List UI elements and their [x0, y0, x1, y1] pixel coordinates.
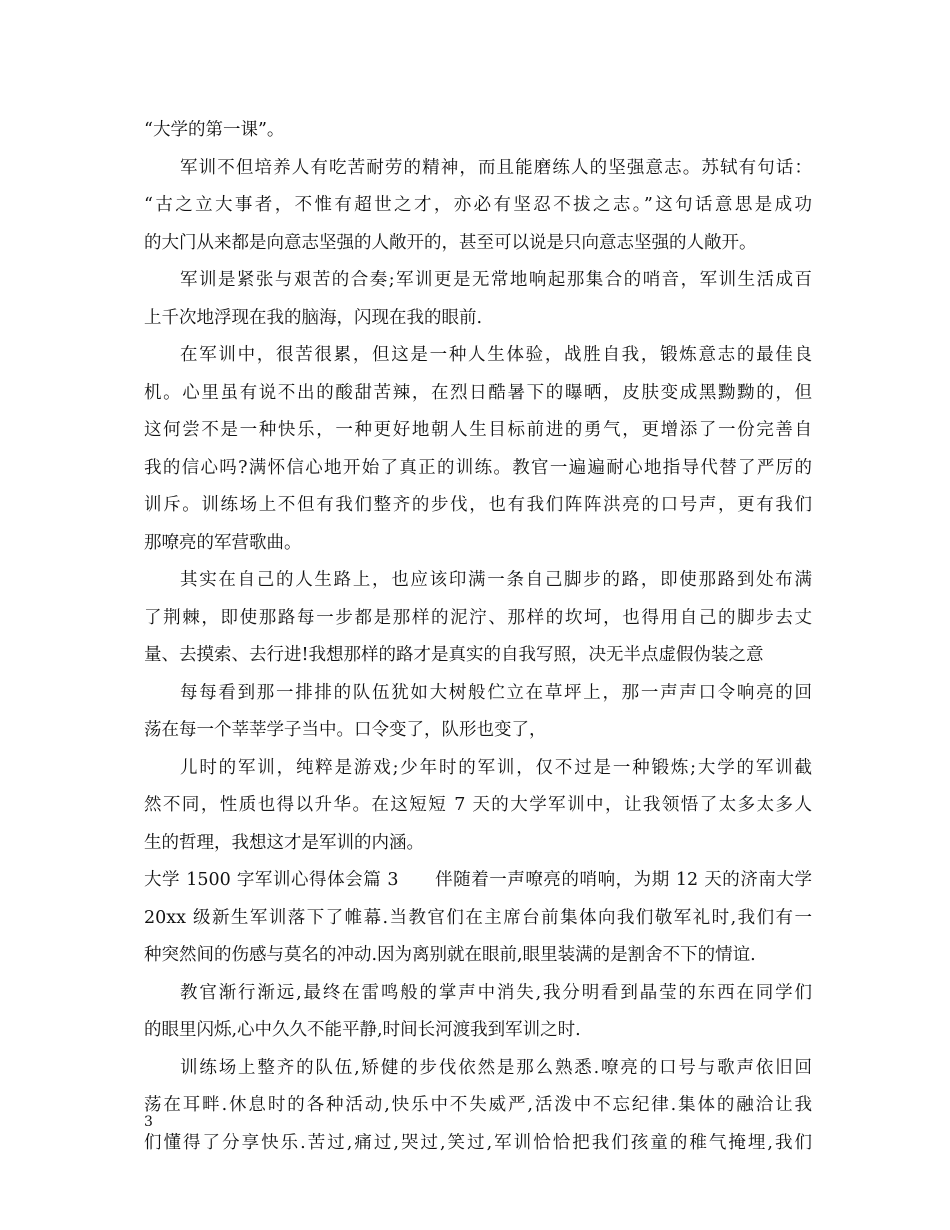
text-line: “大学的第一课”。	[144, 120, 285, 140]
text-line: 们懂得了分享快乐.苦过,痛过,哭过,笑过,军训恰恰把我们孩童的稚气掩埋,我们	[144, 1132, 812, 1153]
text-line: 这何尝不是一种快乐，一种更好地朝人生目标前进的勇气，更增添了一份完善自	[144, 420, 812, 440]
text-line: “古之立大事者，不惟有超世之才，亦必有坚忍不拔之志。”这句话意思是成功	[144, 195, 812, 215]
text-line: 了荆棘，即使那路每一步都是那样的泥泞、那样的坎坷，也得用自己的脚步去丈	[144, 607, 812, 628]
document-body	[144, 112, 812, 1162]
text-line: 量、去摸索、去行进!我想那样的路才是真实的自我写照，决无半点虚假伪装之意	[144, 645, 764, 665]
text-line: 然不同，性质也得以升华。在这短短 7 天的大学军训中，让我领悟了太多太多人	[144, 795, 812, 815]
text-line: 的眼里闪烁,心中久久不能平静,时间长河渡我到军训之时.	[144, 1020, 581, 1040]
text-line: 的大门从来都是向意志坚强的人敞开的，甚至可以说是只向意志坚强的人敞开。	[144, 232, 757, 253]
text-line: 荡在每一个莘莘学子当中。口令变了，队形也变了，	[144, 720, 547, 740]
text-line: 那嘹亮的军营歌曲。	[144, 532, 302, 553]
text-line: 种突然间的伤感与莫名的冲动.因为离别就在眼前,眼里装满的是割舍不下的情谊.	[144, 945, 756, 965]
text-line: 军训不但培养人有吃苦耐劳的精神，而且能磨练人的坚强意志。苏轼有句话：	[180, 157, 812, 178]
text-line: 每每看到那一排排的队伍犹如大树般伫立在草坪上，那一声声口令响亮的回	[180, 682, 812, 703]
text-line: 军训是紧张与艰苦的合奏;军训更是无常地响起那集合的哨音，军训生活成百	[180, 270, 812, 290]
text-line: 其实在自己的人生路上，也应该印满一条自己脚步的路，即使那路到处布满	[180, 570, 812, 590]
text-line: 训斥。训练场上不但有我们整齐的步伐，也有我们阵阵洪亮的口号声，更有我们	[144, 495, 812, 515]
text-line: 儿时的军训，纯粹是游戏;少年时的军训，仅不过是一种锻炼;大学的军训截	[180, 757, 812, 778]
text-line: 荡在耳畔.休息时的各种活动,快乐中不失威严,活泼中不忘纪律.集体的融洽让我	[144, 1095, 812, 1115]
text-line: 教官渐行渐远,最终在雷鸣般的掌声中消失,我分明看到晶莹的东西在同学们	[180, 982, 812, 1003]
text-line: 大学 1500 字军训心得体会篇 3 伴随着一声嘹亮的哨响，为期 12 天的济南大学	[144, 870, 812, 890]
page-number: 3	[144, 1114, 153, 1130]
text-line: 机。心里虽有说不出的酸甜苦辣，在烈日酷暑下的曝晒，皮肤变成黑黝黝的，但	[144, 382, 812, 403]
text-line: 20xx 级新生军训落下了帷幕.当教官们在主席台前集体向我们敬军礼时,我们有一	[144, 907, 812, 928]
text-line: 我的信心吗?满怀信心地开始了真正的训练。教官一遍遍耐心地指导代替了严厉的	[144, 457, 812, 478]
text-line: 在军训中，很苦很累，但这是一种人生体验，战胜自我，锻炼意志的最佳良	[180, 345, 812, 365]
text-line: 上千次地浮现在我的脑海，闪现在我的眼前.	[144, 307, 483, 328]
text-line: 训练场上整齐的队伍,矫健的步伐依然是那么熟悉.嘹亮的口号与歌声依旧回	[180, 1057, 812, 1078]
text-line: 生的哲理，我想这才是军训的内涵。	[144, 832, 424, 853]
